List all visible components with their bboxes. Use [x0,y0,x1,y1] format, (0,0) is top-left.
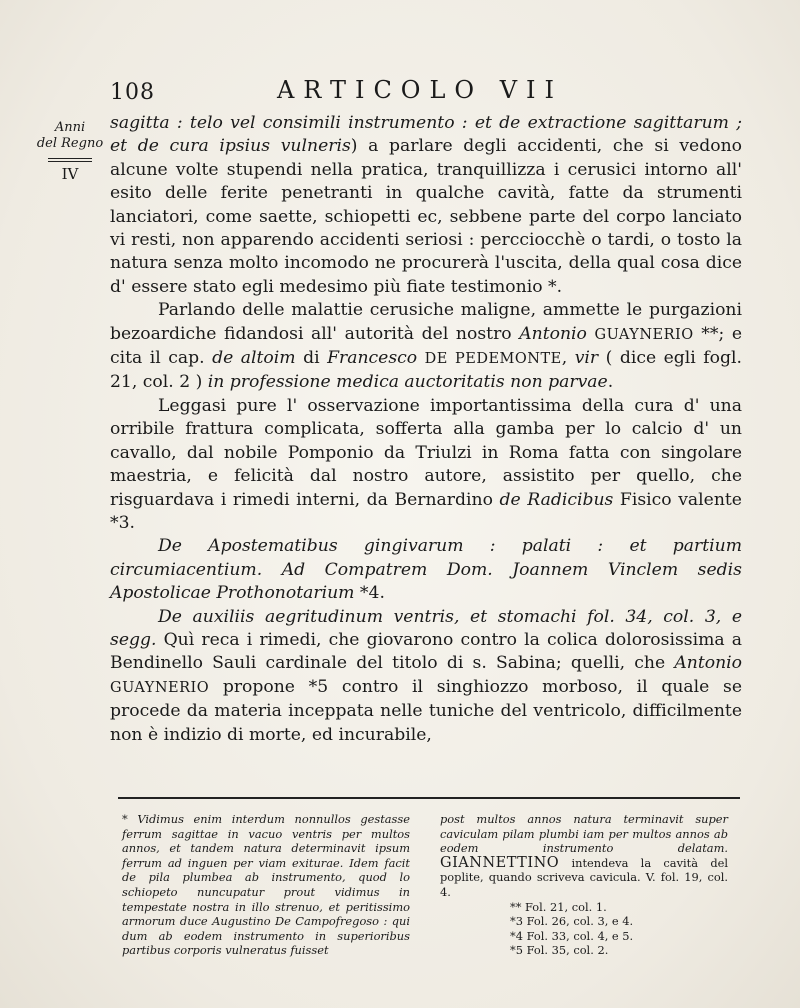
margin-note [30,120,110,182]
running-title: ARTICOLO VII [276,76,564,104]
paragraph-text: **; e cita il cap. [110,323,742,369]
margin-note-line1: Anni [54,120,86,135]
footnotes-left-column [122,812,410,958]
italic-name: Francesco [327,348,418,369]
paragraph-5 [110,606,742,747]
latin-title: De auxiliis aegritudinum ventris, et stomachi fol. 34, col. 3, e segg. [110,606,742,650]
paragraph-text: ( dice egli fogl. 21, col. 2 ) [110,348,742,393]
margin-note-number: IV [61,165,79,183]
italic-name: Antonio [674,653,743,674]
paragraph-1 [110,112,742,299]
margin-rule [48,158,92,162]
paragraph-4 [110,535,742,605]
italic-title: de altoim [212,348,296,369]
page-number: 108 [110,80,155,105]
paragraph-text: di [303,348,320,369]
paragraph-text: *4. [359,583,385,604]
italic-name: de Radicibus [499,489,614,510]
italic-name: Antonio [519,323,587,344]
latin-title: De Apostematibus gingivarum : palati : et partium circumiacentium. Ad Compatrem Dom. Joannem Vinclem sedis Apostolicae Prothonotarium [110,536,742,604]
paragraph-3 [110,395,742,535]
paragraph-text: Quì reca i rimedi, che giovarono contro la colica dolorosissima a Bendinello Sauli cardinale del titolo di s. Sabina; quelli, che [110,629,743,674]
footnote-1-continued [440,812,728,900]
footnotes-right-column [440,812,728,958]
smallcaps-name: DE PEDEMONTE [424,351,562,368]
footnote-latin: post multos annos natura terminavit super caviculam pilam plumbi iam per multos annos ab eodem instrumento delatam. [440,812,728,856]
footnote-list [440,900,728,958]
paragraph-2 [110,299,742,395]
footnote-1: * Vidimus enim interdum nonnullos gestasse ferrum sagittae in vacuo ventris per multos annos, et tandem natura determinavit ipsum ferrum ad inguen per viam exiturae. Idem facit de pila plumbea ab instrumento, quod lo schiopeto nuncupatur prout vidimus in tempestate nostra in illo strenuo, et peritissimo armorum duce Augustino De Campofregoso : qui dum ab eodem instrumento in superioribus partibus corporis vulneratus fuisset [122,812,410,958]
paragraph-text: ) a parlare degli accidenti, che si vedono alcune volte stupendi nella pratica, tranquillizza i cerusici intorno all' esito delle ferite penetranti in qualche cavità, fatte da strumenti lanciatori, come saette, schiopetti ec, sebbene parte del corpo lanciato vi resti, non apparendo accidenti seriosi : percciocchè o tardi, o tosto la natura senza molto incomodo ne procurerà l'uscita, della qual cosa dice d' essere stato egli medesimo più fiate testimonio *. [110,136,742,297]
latin-title: sagitta : telo vel consimili instrumento : et de extractione sagittarum ; et de cura ipsius vulneris [110,113,742,157]
footnote-5: *5 Fol. 35, col. 2. [510,943,609,958]
italic-quote: in professione medica auctoritatis non parvae [207,372,608,393]
smallcaps-name: GUAYNERIO [110,679,210,696]
margin-note-line2: del Regno [36,136,104,151]
footnote-3: *3 Fol. 26, col. 3, e 4. [510,914,634,929]
main-text [110,112,742,747]
footnote-4: *4 Fol. 33, col. 4, e 5. [510,928,634,943]
paragraph-text: . [607,372,614,393]
smallcaps-name: GUAYNERIO [594,326,694,343]
paragraph-text: , [561,348,568,369]
paragraph-text: Fisico valente *3. [110,489,742,533]
paragraph-text: Parlando delle malattie cerusiche maligne, ammette le purgazioni bezoardiche fidandosi all' autorità del nostro [110,300,742,344]
footnote-text: intendeva la cavità del poplite, quando scriveva cavicula. V. fol. 19, col. 4. [440,855,729,899]
paragraph-text: propone *5 contro il singhiozzo morboso, il quale se procede da materia inceppata nelle tuniche del ventricolo, difficilmente non è indizio di morte, ed incurabile, [110,676,743,745]
italic-quote: vir [574,348,599,369]
paragraph-text: Leggasi pure l' osservazione importantissima della cura d' una orribile frattura complicata, sofferta alla gamba per lo calcio d' un cavallo, dal nobile Pomponio da Triulzi in Roma fatta con singolare maestria, e felicità dal nostro autore, assistito per quello, che risguardava i rimedi interni, da Bernardino [110,395,742,510]
smallcaps-name: GIANNETTINO [440,854,560,871]
footnote-rule [118,797,740,799]
footnote-2: ** Fol. 21, col. 1. [510,899,607,914]
